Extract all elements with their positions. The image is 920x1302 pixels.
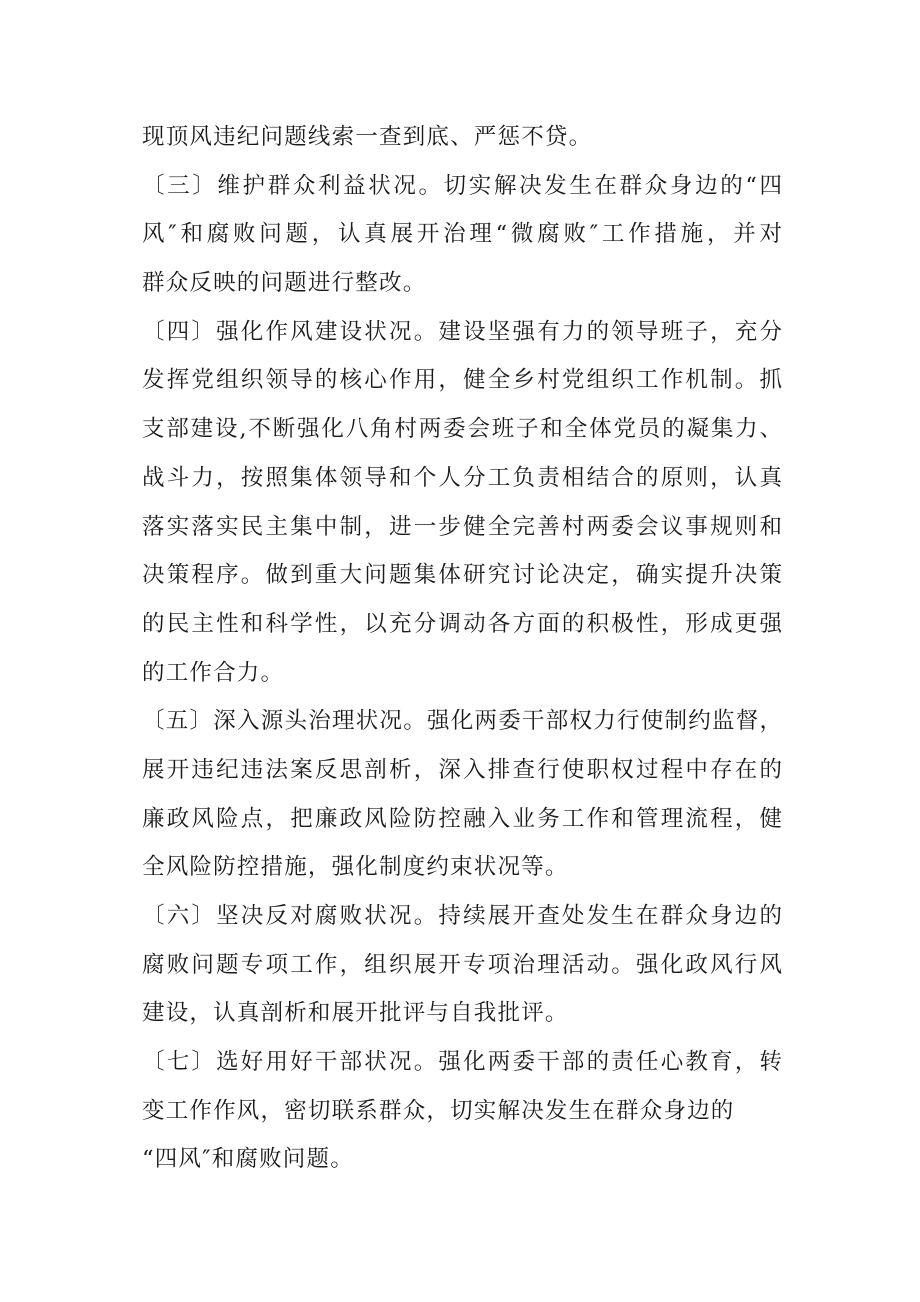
text-line: 的民主性和科学性，以充分调动各方面的积极性，形成更强 <box>142 610 782 637</box>
text-line: 〔五〕深入源头治理状况。强化两委干部权力行使制约监督， <box>142 708 782 735</box>
text-line: “四风″和腐败问题。 <box>142 1146 354 1173</box>
text-line: 决策程序。做到重大问题集体研究讨论决定，确实提升决策 <box>142 562 782 589</box>
text-line: 的工作合力。 <box>142 659 285 686</box>
text-line: 发挥党组织领导的核心作用，健全乡村党组织工作机制。抓 <box>142 367 782 394</box>
text-line: 现顶风违纪问题线索一查到底、严惩不贷。 <box>142 124 593 150</box>
text-line: 〔三〕维护群众利益状况。切实解决发生在群众身边的“四 <box>142 172 782 199</box>
text-line: 支部建设,不断强化八角村两委会班子和全体党员的凝集力、 <box>142 416 782 443</box>
text-line: 展开违纪违法案反思剖析，深入排查行使职权过程中存在的 <box>142 756 782 783</box>
text-line: 〔七〕选好用好干部状况。强化两委干部的责任心教育，转 <box>142 1049 782 1076</box>
text-line: 落实落实民主集中制，进一步健全完善村两委会议事规则和 <box>142 513 782 540</box>
text-line: 战斗力，按照集体领导和个人分工负责相结合的原则，认真 <box>142 464 782 491</box>
text-line: 变工作作风，密切联系群众，切实解决发生在群众身边的 <box>142 1097 735 1124</box>
document-body <box>142 113 782 1184</box>
text-line: 群众反映的问题进行整改。 <box>142 270 427 297</box>
text-line: 〔六〕坚决反对腐败状况。持续展开查处发生在群众身边的 <box>142 903 782 929</box>
text-line: 〔四〕强化作风建设状况。建设坚强有力的领导班子，充分 <box>142 318 782 345</box>
text-line: 风″和腐败问题，认真展开治理“微腐败″工作措施，并对 <box>142 221 782 248</box>
text-line: 全风险防控措施，强化制度约束状况等。 <box>142 854 569 881</box>
text-line: 廉政风险点，把廉政风险防控融入业务工作和管理流程，健 <box>142 805 782 832</box>
text-line: 腐败问题专项工作，组织展开专项治理活动。强化政风行风 <box>142 951 782 978</box>
text-line: 建设，认真剖析和展开批评与自我批评。 <box>142 1000 569 1027</box>
